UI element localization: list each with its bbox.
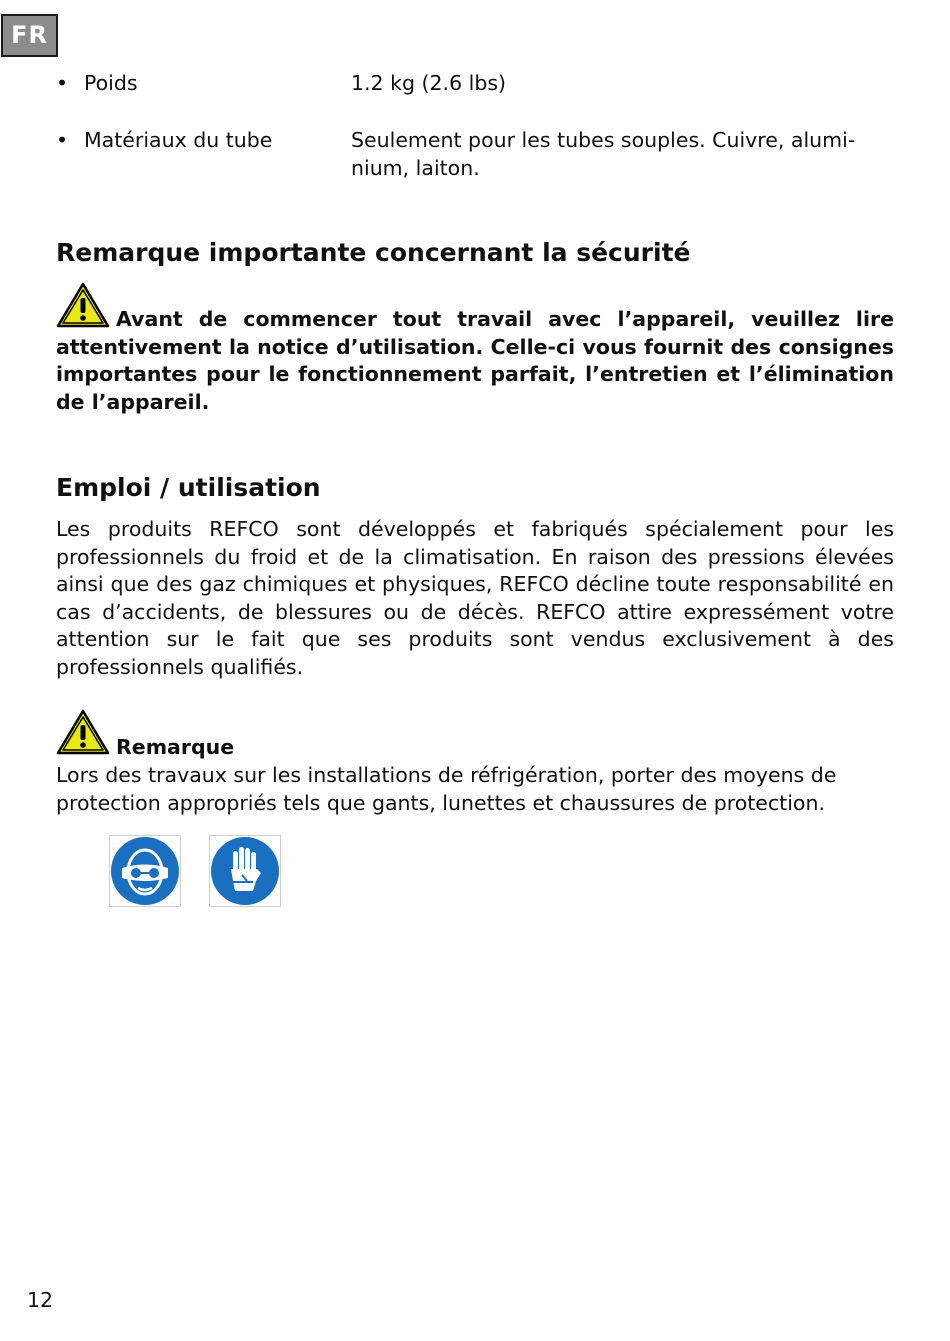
page-number: 12 [27, 1288, 54, 1312]
safety-section-title: Remarque importante concernant la sécurité [56, 238, 691, 267]
usage-text: Les produits REFCO sont développés et fabriqués spécialement pour les professionnels du froid et de la climatisation. En raison des pressions élevées ainsi que des gaz chimiques et physiques, REFCO décline toute responsabilité en cas d’accidents, de blessures ou de décès. REFCO attire expressément votre attention sur le fait que ses produits sont vendus exclusivement à des professionnels qualifiés. [56, 517, 894, 679]
warning-triangle-icon [56, 709, 110, 755]
bullet: • [56, 71, 69, 95]
spec-value: 1.2 kg (2.6 lbs) [351, 71, 507, 95]
spec-value: Seulement pour les tubes souples. Cuivre, alumi-nium, laiton. [351, 128, 856, 180]
bullet: • [56, 128, 69, 152]
note-title: Remarque [116, 735, 235, 759]
usage-section-title: Emploi / utilisation [56, 473, 321, 502]
eye-protection-icon [109, 835, 181, 907]
hand-protection-icon [209, 835, 281, 907]
spec-label: Matériaux du tube [84, 128, 273, 152]
safety-text: Avant de commencer tout travail avec l’appareil, veuillez lire attentivement la notice d’utilisation. Celle-ci vous fournit des consignes importantes pour le fonctionnement parfait, l’entretien et l’élimination de l’appareil. [56, 307, 894, 414]
note-text: Lors des travaux sur les installations de réfrigération, porter des moyens de protection appropriés tels que gants, lunettes et chaussures de protection. [56, 763, 837, 815]
spec-label: Poids [84, 71, 138, 95]
language-badge: FR [1, 14, 58, 57]
